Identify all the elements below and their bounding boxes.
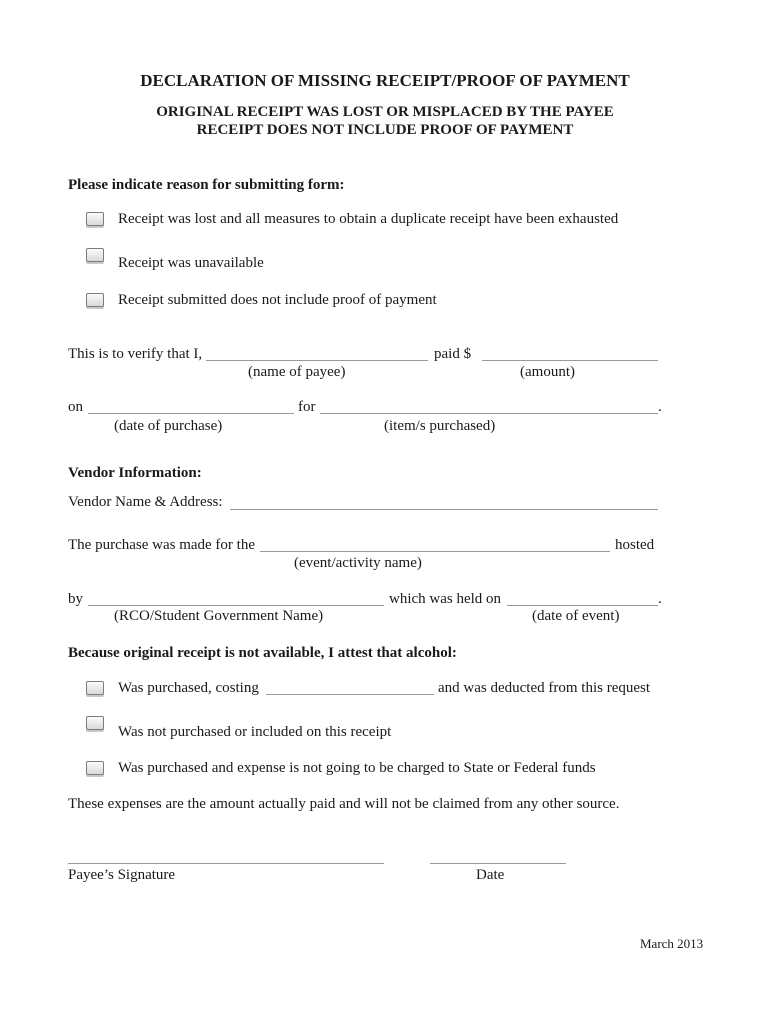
rco-name-field[interactable] (88, 605, 384, 606)
purchase-date-field[interactable] (88, 413, 294, 414)
alcohol-not-state-funds-label: Was purchased and expense is not going to be charged to State or Federal funds (118, 760, 596, 776)
reason-lost-checkbox[interactable] (86, 212, 104, 226)
purchase-date-caption: (date of purchase) (114, 418, 223, 434)
reason-heading: Please indicate reason for submitting form: (68, 177, 345, 193)
payee-signature-label: Payee’s Signature (68, 867, 176, 883)
vendor-heading: Vendor Information: (68, 465, 202, 481)
alcohol-cost-field[interactable] (266, 694, 434, 695)
held-on-label: which was held on (389, 591, 502, 607)
alcohol-deducted-label: and was deducted from this request (438, 680, 651, 696)
payee-caption: (name of payee) (248, 364, 346, 380)
hosted-label: hosted (615, 537, 655, 553)
verify-prefix-text: This is to verify that I, (68, 346, 203, 362)
for-label: for (298, 399, 316, 415)
items-period: . (658, 399, 662, 415)
revision-date: March 2013 (640, 936, 704, 951)
reason-no-proof-checkbox[interactable] (86, 293, 104, 307)
vendor-name-label: Vendor Name & Address: (68, 494, 223, 510)
payee-name-field[interactable] (206, 360, 428, 361)
reason-lost-label: Receipt was lost and all measures to obtain a duplicate receipt have been exhausted (118, 211, 619, 227)
event-name-field[interactable] (260, 551, 610, 552)
event-date-field[interactable] (507, 605, 658, 606)
alcohol-not-purchased-checkbox[interactable] (86, 716, 104, 730)
reason-unavailable-label: Receipt was unavailable (118, 255, 264, 271)
alcohol-not-state-funds-checkbox[interactable] (86, 761, 104, 775)
vendor-name-address-field[interactable] (230, 509, 658, 510)
rco-caption: (RCO/Student Government Name) (114, 608, 324, 624)
by-label: by (68, 591, 83, 607)
paid-label: paid $ (434, 346, 472, 362)
purchase-made-for-text: The purchase was made for the (68, 537, 256, 553)
form-title: DECLARATION OF MISSING RECEIPT/PROOF OF PAYMENT (140, 71, 630, 90)
reason-unavailable-checkbox[interactable] (86, 248, 104, 262)
reason-no-proof-label: Receipt submitted does not include proof of payment (118, 292, 437, 308)
alcohol-purchased-checkbox[interactable] (86, 681, 104, 695)
alcohol-purchased-label: Was purchased, costing (118, 680, 259, 696)
form-subtitle-no-proof: RECEIPT DOES NOT INCLUDE PROOF OF PAYMENT (196, 122, 574, 138)
amount-field[interactable] (482, 360, 658, 361)
on-label: on (68, 399, 83, 415)
event-name-caption: (event/activity name) (294, 555, 422, 571)
items-purchased-field[interactable] (320, 413, 658, 414)
signature-date-field[interactable] (430, 863, 566, 864)
amount-caption: (amount) (520, 364, 575, 380)
signature-date-label: Date (476, 867, 505, 883)
event-date-caption: (date of event) (532, 608, 620, 624)
items-caption: (item/s purchased) (384, 418, 496, 434)
alcohol-heading: Because original receipt is not available, I attest that alcohol: (68, 645, 457, 661)
payment-statement: These expenses are the amount actually paid and will not be claimed from any other source. (68, 796, 620, 812)
alcohol-not-purchased-label: Was not purchased or included on this receipt (118, 724, 392, 740)
form-subtitle-lost: ORIGINAL RECEIPT WAS LOST OR MISPLACED BY THE PAYEE (156, 104, 614, 120)
payee-signature-field[interactable] (68, 863, 384, 864)
event-date-period: . (658, 591, 662, 607)
